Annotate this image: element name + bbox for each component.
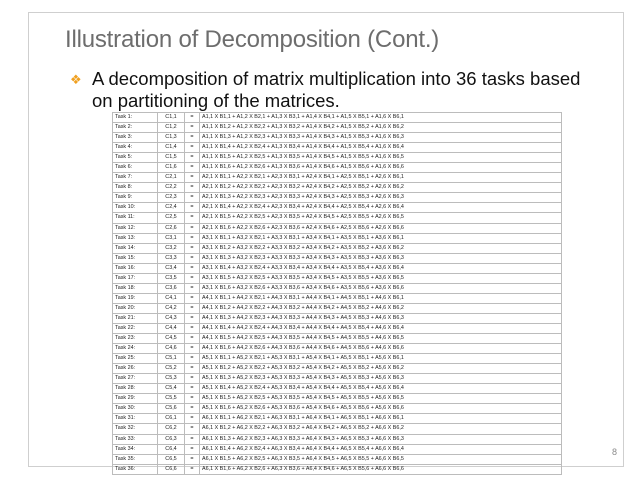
table-row xyxy=(113,153,562,163)
equals-sign: = xyxy=(185,203,200,213)
result-cell: C5,5 xyxy=(158,394,185,404)
task-label: Task 32: xyxy=(113,424,158,434)
task-label: Task 19: xyxy=(113,293,158,303)
equals-sign: = xyxy=(185,193,200,203)
equals-sign: = xyxy=(185,464,200,474)
result-cell: C5,3 xyxy=(158,374,185,384)
table-row xyxy=(113,233,562,243)
equals-sign: = xyxy=(185,454,200,464)
task-label: Task 18: xyxy=(113,283,158,293)
result-cell: C2,4 xyxy=(158,203,185,213)
slide-title: Illustration of Decomposition (Cont.) xyxy=(65,26,440,53)
formula: A5,1 X B1,4 + A5,2 X B2,4 + A5,3 X B3,4 + A5,4 X B4,4 + A5,5 X B5,4 + A5,6 X B6,4 xyxy=(200,384,562,394)
result-cell: C2,5 xyxy=(158,213,185,223)
task-label: Task 31: xyxy=(113,414,158,424)
equals-sign: = xyxy=(185,213,200,223)
task-label: Task 34: xyxy=(113,444,158,454)
formula: A5,1 X B1,2 + A5,2 X B2,2 + A5,3 X B3,2 + A5,4 X B4,2 + A5,5 X B5,2 + A5,6 X B6,2 xyxy=(200,364,562,374)
result-cell: C3,1 xyxy=(158,233,185,243)
formula: A2,1 X B1,5 + A2,2 X B2,5 + A2,3 X B3,5 + A2,4 X B4,5 + A2,5 X B5,5 + A2,6 X B6,5 xyxy=(200,213,562,223)
table-row xyxy=(113,434,562,444)
task-label: Task 8: xyxy=(113,183,158,193)
table-row xyxy=(113,313,562,323)
table-row xyxy=(113,414,562,424)
equals-sign: = xyxy=(185,293,200,303)
result-cell: C1,6 xyxy=(158,163,185,173)
formula: A1,1 X B1,3 + A1,2 X B2,3 + A1,3 X B3,3 + A1,4 X B4,3 + A1,5 X B5,3 + A1,6 X B6,3 xyxy=(200,133,562,143)
formula: A3,1 X B1,6 + A3,2 X B2,6 + A3,3 X B3,6 + A3,4 X B4,6 + A3,5 X B5,6 + A3,6 X B6,6 xyxy=(200,283,562,293)
task-label: Task 24: xyxy=(113,344,158,354)
table-row xyxy=(113,123,562,133)
result-cell: C6,1 xyxy=(158,414,185,424)
task-label: Task 17: xyxy=(113,273,158,283)
table-row xyxy=(113,384,562,394)
table-row xyxy=(113,454,562,464)
result-cell: C4,6 xyxy=(158,344,185,354)
task-label: Task 22: xyxy=(113,323,158,333)
formula: A1,1 X B1,2 + A1,2 X B2,2 + A1,3 X B3,2 + A1,4 X B4,2 + A1,5 X B5,2 + A1,6 X B6,2 xyxy=(200,123,562,133)
task-label: Task 3: xyxy=(113,133,158,143)
table-row xyxy=(113,163,562,173)
equals-sign: = xyxy=(185,223,200,233)
task-label: Task 13: xyxy=(113,233,158,243)
table-row xyxy=(113,323,562,333)
equals-sign: = xyxy=(185,444,200,454)
result-cell: C4,4 xyxy=(158,323,185,333)
equals-sign: = xyxy=(185,303,200,313)
table-row xyxy=(113,213,562,223)
formula: A1,1 X B1,5 + A1,2 X B2,5 + A1,3 X B3,5 + A1,4 X B4,5 + A1,5 X B5,5 + A1,6 X B6,5 xyxy=(200,153,562,163)
table-row xyxy=(113,273,562,283)
table-row xyxy=(113,464,562,474)
table-row xyxy=(113,354,562,364)
equals-sign: = xyxy=(185,183,200,193)
formula: A3,1 X B1,2 + A3,2 X B2,2 + A3,3 X B3,2 + A3,4 X B4,2 + A3,5 X B5,2 + A3,6 X B6,2 xyxy=(200,243,562,253)
formula: A6,1 X B1,1 + A6,2 X B2,1 + A6,3 X B3,1 + A6,4 X B4,1 + A6,5 X B5,1 + A6,6 X B6,1 xyxy=(200,414,562,424)
table-row xyxy=(113,243,562,253)
result-cell: C6,2 xyxy=(158,424,185,434)
result-cell: C4,1 xyxy=(158,293,185,303)
formula: A3,1 X B1,4 + A3,2 X B2,4 + A3,3 X B3,4 + A3,4 X B4,4 + A3,5 X B5,4 + A3,6 X B6,4 xyxy=(200,263,562,273)
equals-sign: = xyxy=(185,273,200,283)
result-cell: C3,4 xyxy=(158,263,185,273)
table-row xyxy=(113,404,562,414)
equals-sign: = xyxy=(185,414,200,424)
task-label: Task 28: xyxy=(113,384,158,394)
equals-sign: = xyxy=(185,374,200,384)
formula: A4,1 X B1,1 + A4,2 X B2,1 + A4,3 X B3,1 + A4,4 X B4,1 + A4,5 X B5,1 + A4,6 X B6,1 xyxy=(200,293,562,303)
formula: A5,1 X B1,1 + A5,2 X B2,1 + A5,3 X B3,1 + A5,4 X B4,1 + A5,5 X B5,1 + A5,6 X B6,1 xyxy=(200,354,562,364)
task-label: Task 1: xyxy=(113,113,158,123)
equals-sign: = xyxy=(185,323,200,333)
result-cell: C3,3 xyxy=(158,253,185,263)
equals-sign: = xyxy=(185,384,200,394)
equals-sign: = xyxy=(185,404,200,414)
result-cell: C5,1 xyxy=(158,354,185,364)
formula: A3,1 X B1,5 + A3,2 X B2,5 + A3,3 X B3,5 + A3,4 X B4,5 + A3,5 X B5,5 + A3,6 X B6,5 xyxy=(200,273,562,283)
equals-sign: = xyxy=(185,113,200,123)
bullet-text: A decomposition of matrix multiplication into 36 tasks based on partitioning of the matrices. xyxy=(92,68,581,111)
table-row xyxy=(113,223,562,233)
formula: A5,1 X B1,5 + A5,2 X B2,5 + A5,3 X B3,5 + A5,4 X B4,5 + A5,5 X B5,5 + A5,6 X B6,5 xyxy=(200,394,562,404)
result-cell: C6,6 xyxy=(158,464,185,474)
task-label: Task 4: xyxy=(113,143,158,153)
task-label: Task 14: xyxy=(113,243,158,253)
equals-sign: = xyxy=(185,243,200,253)
result-cell: C2,6 xyxy=(158,223,185,233)
result-cell: C5,2 xyxy=(158,364,185,374)
formula: A3,1 X B1,1 + A3,2 X B2,1 + A3,3 X B3,1 + A3,4 X B4,1 + A3,5 X B5,1 + A3,6 X B6,1 xyxy=(200,233,562,243)
table-row xyxy=(113,344,562,354)
table-row xyxy=(113,303,562,313)
formula: A5,1 X B1,6 + A5,2 X B2,6 + A5,3 X B3,6 + A5,4 X B4,6 + A5,5 X B5,6 + A5,6 X B6,6 xyxy=(200,404,562,414)
equals-sign: = xyxy=(185,434,200,444)
task-label: Task 23: xyxy=(113,334,158,344)
task-table-image xyxy=(112,112,562,472)
table-row xyxy=(113,253,562,263)
result-cell: C6,4 xyxy=(158,444,185,454)
table-row xyxy=(113,183,562,193)
table-row xyxy=(113,263,562,273)
result-cell: C6,3 xyxy=(158,434,185,444)
task-label: Task 15: xyxy=(113,253,158,263)
equals-sign: = xyxy=(185,253,200,263)
formula: A6,1 X B1,2 + A6,2 X B2,2 + A6,3 X B3,2 + A6,4 X B4,2 + A6,5 X B5,2 + A6,6 X B6,2 xyxy=(200,424,562,434)
table-row xyxy=(113,283,562,293)
task-label: Task 5: xyxy=(113,153,158,163)
equals-sign: = xyxy=(185,143,200,153)
equals-sign: = xyxy=(185,133,200,143)
result-cell: C6,5 xyxy=(158,454,185,464)
task-label: Task 33: xyxy=(113,434,158,444)
result-cell: C5,6 xyxy=(158,404,185,414)
formula: A4,1 X B1,5 + A4,2 X B2,5 + A4,3 X B3,5 + A4,4 X B4,5 + A4,5 X B5,5 + A4,6 X B6,5 xyxy=(200,334,562,344)
equals-sign: = xyxy=(185,354,200,364)
result-cell: C1,4 xyxy=(158,143,185,153)
formula: A1,1 X B1,4 + A1,2 X B2,4 + A1,3 X B3,4 + A1,4 X B4,4 + A1,5 X B5,4 + A1,6 X B6,4 xyxy=(200,143,562,153)
table-row xyxy=(113,444,562,454)
task-label: Task 35: xyxy=(113,454,158,464)
task-table xyxy=(112,112,562,475)
formula: A6,1 X B1,3 + A6,2 X B2,3 + A6,3 X B3,3 + A6,4 X B4,3 + A6,5 X B5,3 + A6,6 X B6,3 xyxy=(200,434,562,444)
table-row xyxy=(113,143,562,153)
result-cell: C4,2 xyxy=(158,303,185,313)
equals-sign: = xyxy=(185,424,200,434)
table-row xyxy=(113,133,562,143)
formula: A2,1 X B1,6 + A2,2 X B2,6 + A2,3 X B3,6 + A2,4 X B4,6 + A2,5 X B5,6 + A2,6 X B6,6 xyxy=(200,223,562,233)
formula: A4,1 X B1,4 + A4,2 X B2,4 + A4,3 X B3,4 + A4,4 X B4,4 + A4,5 X B5,4 + A4,6 X B6,4 xyxy=(200,323,562,333)
table-row xyxy=(113,173,562,183)
equals-sign: = xyxy=(185,283,200,293)
equals-sign: = xyxy=(185,313,200,323)
formula: A6,1 X B1,6 + A6,2 X B2,6 + A6,3 X B3,6 + A6,4 X B4,6 + A6,5 X B5,6 + A6,6 X B6,6 xyxy=(200,464,562,474)
formula: A5,1 X B1,3 + A5,2 X B2,3 + A5,3 X B3,3 + A5,4 X B4,3 + A5,5 X B5,3 + A5,6 X B6,3 xyxy=(200,374,562,384)
task-label: Task 27: xyxy=(113,374,158,384)
result-cell: C2,2 xyxy=(158,183,185,193)
result-cell: C2,1 xyxy=(158,173,185,183)
task-label: Task 21: xyxy=(113,313,158,323)
equals-sign: = xyxy=(185,344,200,354)
formula: A2,1 X B1,2 + A2,2 X B2,2 + A2,3 X B3,2 + A2,4 X B4,2 + A2,5 X B5,2 + A2,6 X B6,2 xyxy=(200,183,562,193)
table-row xyxy=(113,424,562,434)
table-row xyxy=(113,334,562,344)
equals-sign: = xyxy=(185,263,200,273)
result-cell: C5,4 xyxy=(158,384,185,394)
task-label: Task 16: xyxy=(113,263,158,273)
task-label: Task 29: xyxy=(113,394,158,404)
task-label: Task 7: xyxy=(113,173,158,183)
table-row xyxy=(113,113,562,123)
task-label: Task 10: xyxy=(113,203,158,213)
task-label: Task 6: xyxy=(113,163,158,173)
task-label: Task 26: xyxy=(113,364,158,374)
diamond-bullet-icon: ❖ xyxy=(70,72,82,87)
formula: A2,1 X B1,4 + A2,2 X B2,4 + A2,3 X B3,4 + A2,4 X B4,4 + A2,5 X B5,4 + A2,6 X B6,4 xyxy=(200,203,562,213)
task-label: Task 25: xyxy=(113,354,158,364)
equals-sign: = xyxy=(185,233,200,243)
table-row xyxy=(113,374,562,384)
result-cell: C4,3 xyxy=(158,313,185,323)
formula: A6,1 X B1,4 + A6,2 X B2,4 + A6,3 X B3,4 + A6,4 X B4,4 + A6,5 X B5,4 + A6,6 X B6,4 xyxy=(200,444,562,454)
formula: A4,1 X B1,2 + A4,2 X B2,2 + A4,3 X B3,2 + A4,4 X B4,2 + A4,5 X B5,2 + A4,6 X B6,2 xyxy=(200,303,562,313)
equals-sign: = xyxy=(185,364,200,374)
equals-sign: = xyxy=(185,173,200,183)
equals-sign: = xyxy=(185,163,200,173)
table-row xyxy=(113,364,562,374)
result-cell: C1,5 xyxy=(158,153,185,163)
result-cell: C1,1 xyxy=(158,113,185,123)
task-label: Task 20: xyxy=(113,303,158,313)
page-number: 8 xyxy=(612,447,618,457)
equals-sign: = xyxy=(185,153,200,163)
result-cell: C3,5 xyxy=(158,273,185,283)
formula: A1,1 X B1,6 + A1,2 X B2,6 + A1,3 X B3,6 + A1,4 X B4,6 + A1,5 X B5,6 + A1,6 X B6,6 xyxy=(200,163,562,173)
equals-sign: = xyxy=(185,334,200,344)
formula: A2,1 X B1,3 + A2,2 X B2,3 + A2,3 X B3,3 + A2,4 X B4,3 + A2,5 X B5,3 + A2,6 X B6,3 xyxy=(200,193,562,203)
formula: A6,1 X B1,5 + A6,2 X B2,5 + A6,3 X B3,5 + A6,4 X B4,5 + A6,5 X B5,5 + A6,6 X B6,5 xyxy=(200,454,562,464)
task-label: Task 9: xyxy=(113,193,158,203)
formula: A2,1 X B1,1 + A2,2 X B2,1 + A2,3 X B3,1 + A2,4 X B4,1 + A2,5 X B5,1 + A2,6 X B6,1 xyxy=(200,173,562,183)
result-cell: C3,2 xyxy=(158,243,185,253)
equals-sign: = xyxy=(185,123,200,133)
table-row xyxy=(113,203,562,213)
task-label: Task 36: xyxy=(113,464,158,474)
result-cell: C4,5 xyxy=(158,334,185,344)
formula: A4,1 X B1,6 + A4,2 X B2,6 + A4,3 X B3,6 + A4,4 X B4,6 + A4,5 X B5,6 + A4,6 X B6,6 xyxy=(200,344,562,354)
task-label: Task 2: xyxy=(113,123,158,133)
task-label: Task 12: xyxy=(113,223,158,233)
result-cell: C2,3 xyxy=(158,193,185,203)
formula: A1,1 X B1,1 + A1,2 X B2,1 + A1,3 X B3,1 + A1,4 X B4,1 + A1,5 X B5,1 + A1,6 X B6,1 xyxy=(200,113,562,123)
task-label: Task 11: xyxy=(113,213,158,223)
task-label: Task 30: xyxy=(113,404,158,414)
table-row xyxy=(113,193,562,203)
result-cell: C1,3 xyxy=(158,133,185,143)
table-row xyxy=(113,394,562,404)
result-cell: C1,2 xyxy=(158,123,185,133)
formula: A4,1 X B1,3 + A4,2 X B2,3 + A4,3 X B3,3 + A4,4 X B4,3 + A4,5 X B5,3 + A4,6 X B6,3 xyxy=(200,313,562,323)
formula: A3,1 X B1,3 + A3,2 X B2,3 + A3,3 X B3,3 + A3,4 X B4,3 + A3,5 X B5,3 + A3,6 X B6,3 xyxy=(200,253,562,263)
equals-sign: = xyxy=(185,394,200,404)
result-cell: C3,6 xyxy=(158,283,185,293)
table-row xyxy=(113,293,562,303)
